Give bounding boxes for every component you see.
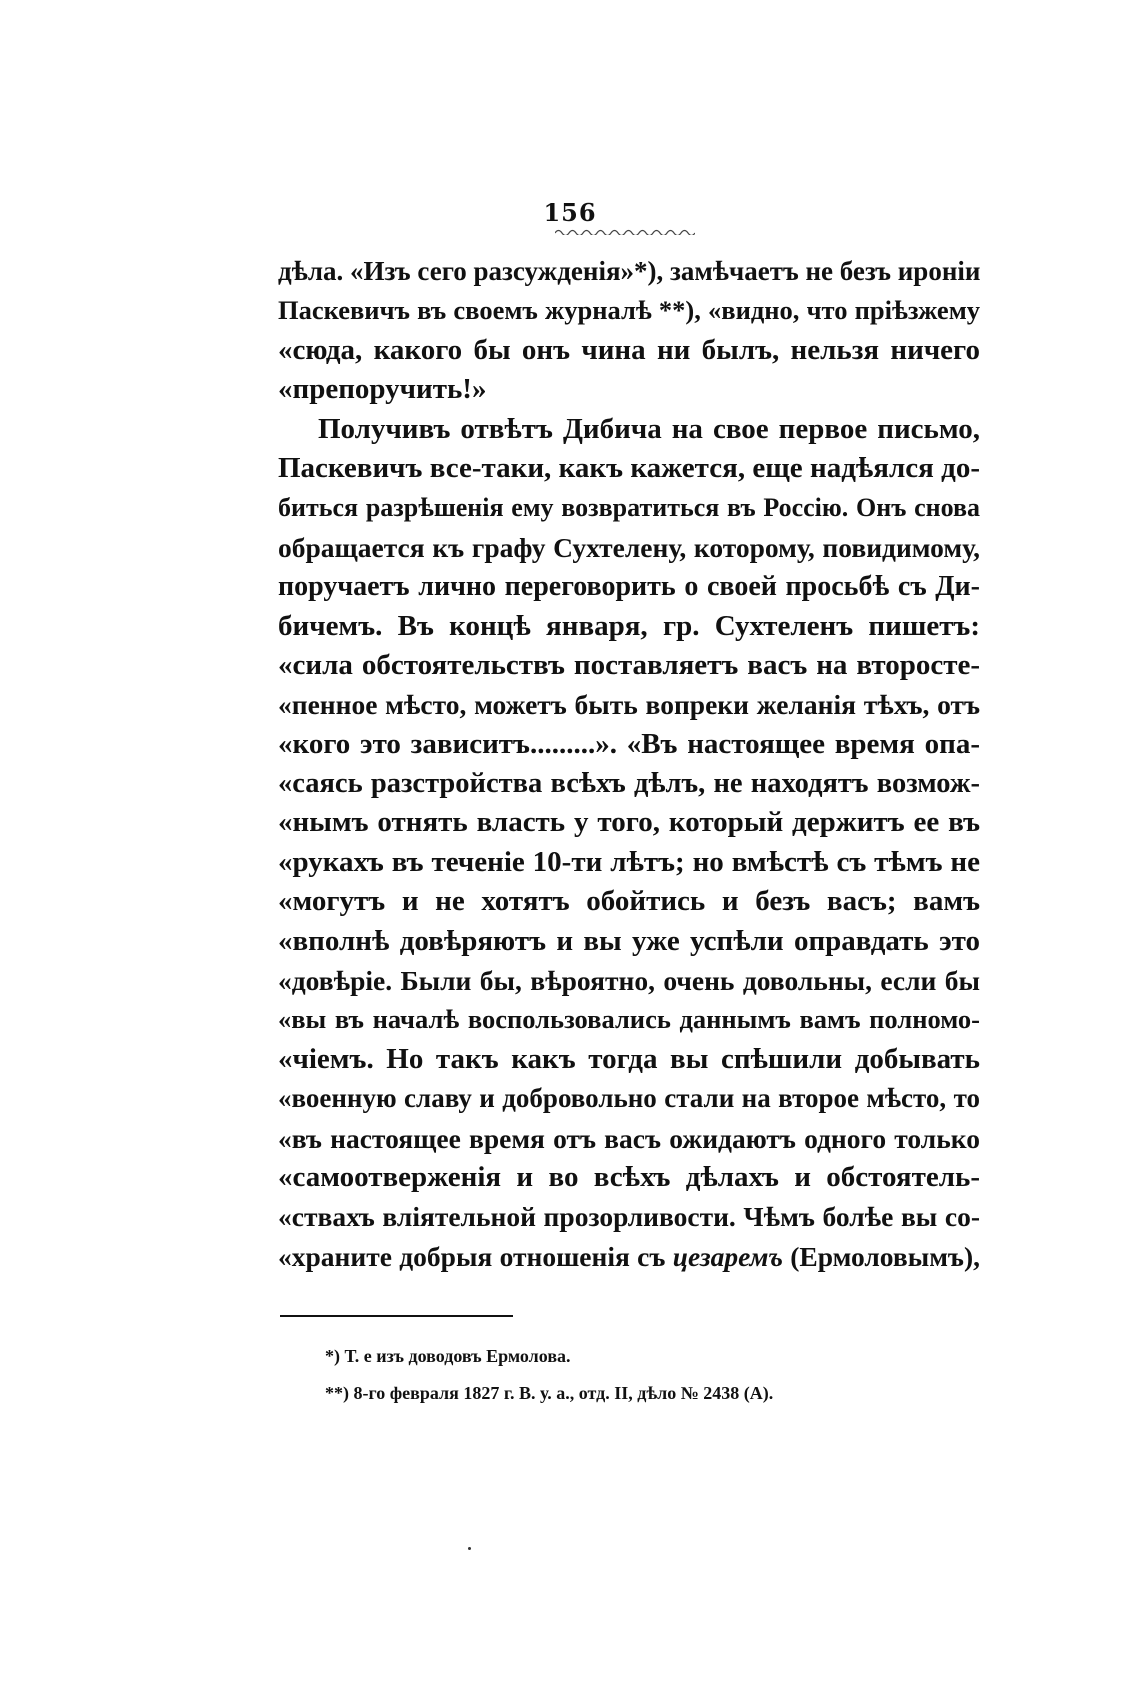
text-line: «довѣріе. Были бы, вѣроятно, очень довольны, если бы — [278, 965, 980, 997]
text-line: биться разрѣшенія ему возвратиться въ Россію. Онъ снова — [278, 493, 980, 523]
text-line: обращается къ графу Сухтелену, которому, повидимому, — [278, 531, 980, 563]
text-line: «рукахъ въ теченіе 10-ти лѣтъ; но вмѣстѣ съ тѣмъ не — [278, 845, 980, 878]
text-line: «препоручить!» — [278, 373, 487, 406]
text-line: бичемъ. Въ концѣ января, гр. Сухтеленъ пишетъ: — [278, 609, 980, 642]
page-number: 156 — [543, 198, 597, 227]
emphasized-word: цезаремъ — [672, 1240, 783, 1272]
text-line: «вполнѣ довѣряютъ и вы уже успѣли оправдать это — [278, 924, 980, 957]
text-line — [278, 1237, 980, 1276]
footnote: **) 8-го февраля 1827 г. В. у. а., отд. II, дѣло № 2438 (А). — [325, 1383, 774, 1403]
text-line: «ствахъ вліятельной прозорливости. Чѣмъ болѣе вы со- — [278, 1201, 980, 1233]
text-line: «кого это зависитъ.........». «Въ настоящее время опа- — [278, 727, 980, 760]
text-line: «саясь разстройства всѣхъ дѣлъ, не находятъ возмож- — [278, 768, 980, 800]
text-line: «въ настоящее время отъ васъ ожидаютъ одного только — [278, 1122, 980, 1154]
print-speck — [468, 1547, 471, 1550]
text-line: «вы въ началѣ воспользовались даннымъ вамъ полномо- — [278, 1004, 980, 1035]
footnote: *) Т. е изъ доводовъ Ермолова. — [325, 1346, 571, 1366]
text-line: «пенное мѣсто, можетъ быть вопреки желанія тѣхъ, отъ — [278, 689, 980, 721]
paragraph-start-line: Получивъ отвѣтъ Дибича на свое первое письмо, — [318, 412, 980, 445]
text-line: «могутъ и не хотятъ обойтись и безъ васъ; вамъ — [278, 885, 980, 918]
text-line: Паскевичъ въ своемъ журналѣ **), «видно, что пріѣзжему — [278, 295, 980, 326]
text-line: «сила обстоятельствъ поставляетъ васъ на второсте- — [278, 648, 980, 681]
text-line: «самоотверженія и во всѣхъ дѣлахъ и обстоятель- — [278, 1160, 980, 1193]
text-line: Паскевичъ все-таки, какъ кажется, еще надѣялся до- — [278, 451, 980, 484]
text-segment: (Ермоловымъ), — [782, 1240, 980, 1272]
text-line: поручаетъ лично переговорить о своей просьбѣ съ Ди- — [278, 571, 980, 603]
text-line: «сюда, какого бы онъ чина ни былъ, нельзя ничего — [278, 333, 980, 366]
text-line: «нымъ отнять власть у того, который держитъ ее въ — [278, 806, 980, 839]
footnotes — [325, 1338, 965, 1412]
text-line: «военную славу и добровольно стали на второе мѣсто, то — [278, 1083, 980, 1114]
wavy-ornament — [555, 227, 695, 235]
text-segment: «храните добрыя отношенія съ — [278, 1240, 673, 1272]
body-text — [278, 252, 980, 1276]
footnote-divider — [280, 1315, 513, 1317]
text-line: дѣла. «Изъ сего разсужденія»*), замѣчаетъ не безъ ироніи — [278, 256, 980, 286]
text-line: «чіемъ. Но такъ какъ тогда вы спѣшили добывать — [278, 1042, 980, 1075]
